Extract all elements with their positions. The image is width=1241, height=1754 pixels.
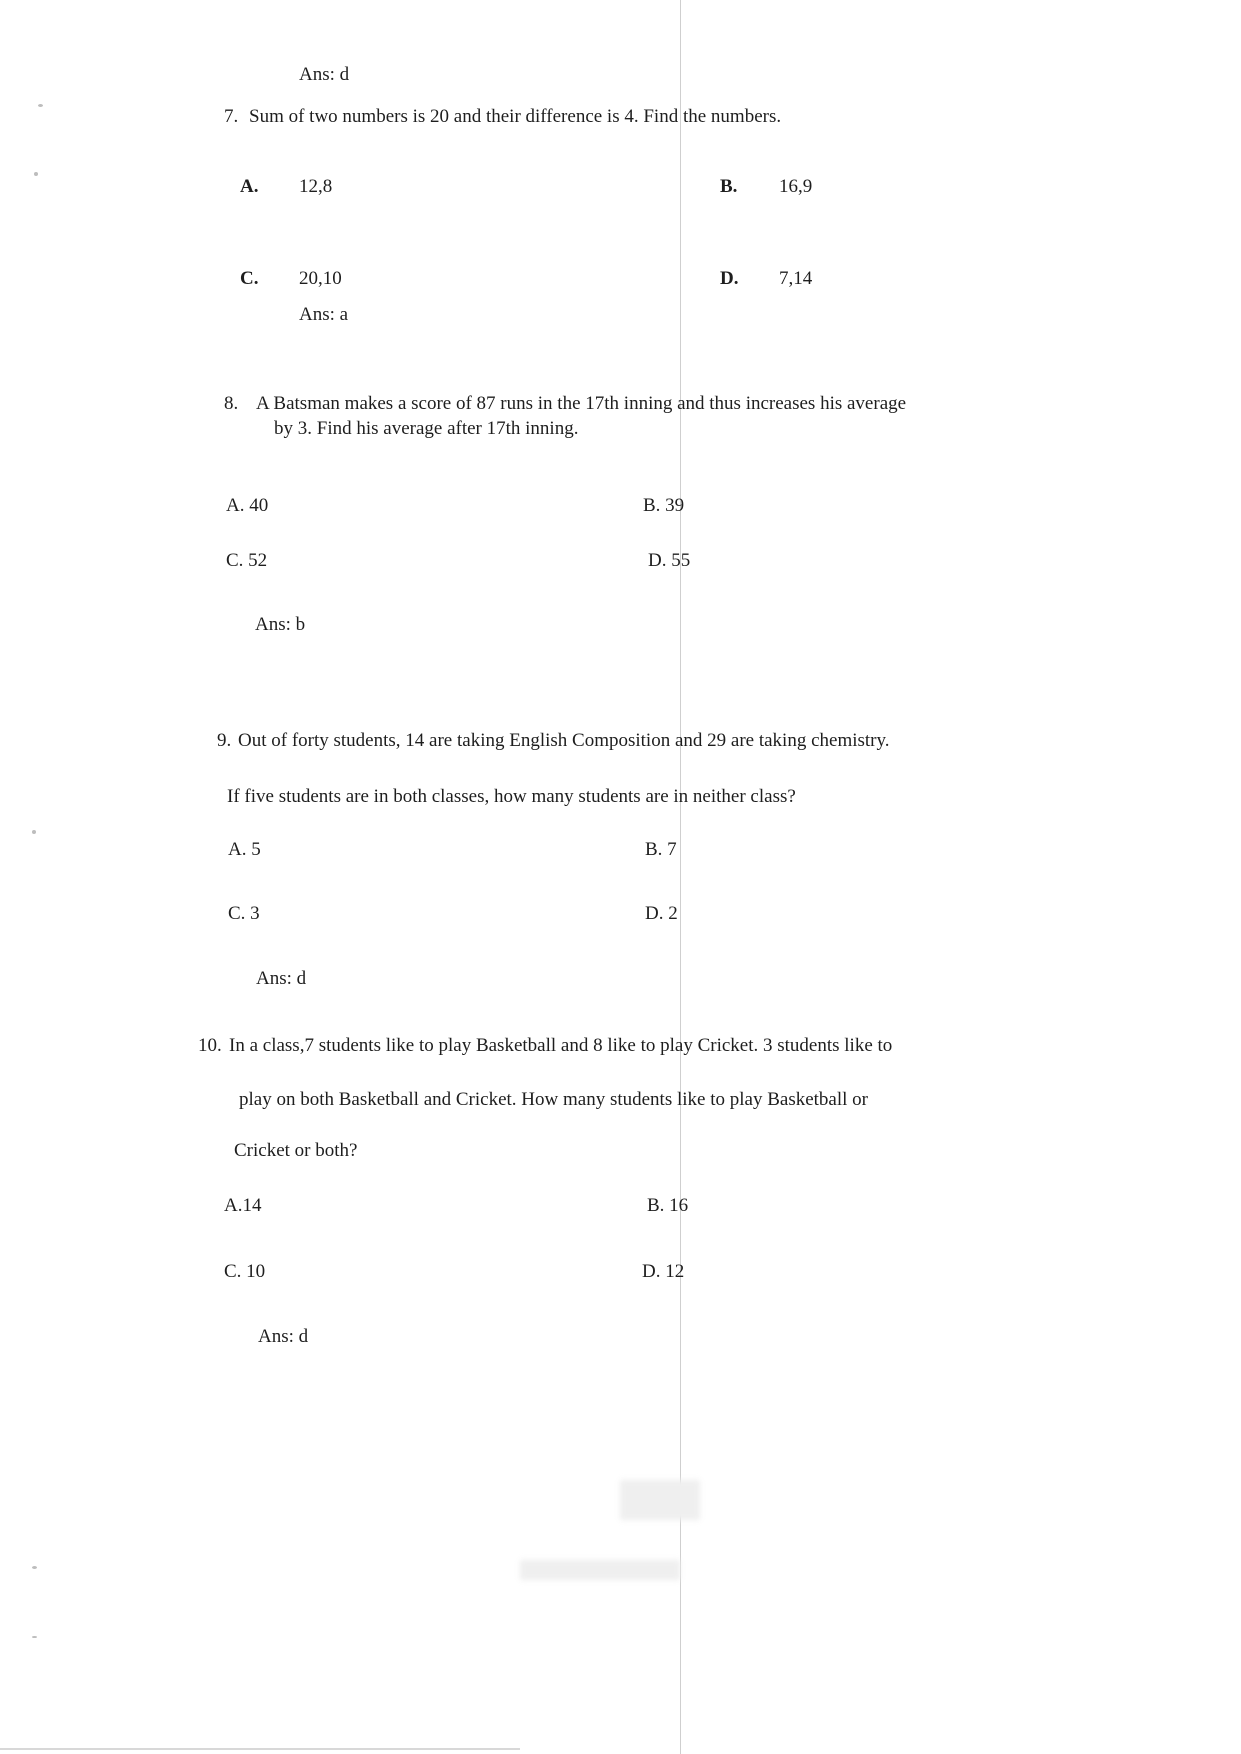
- question-9-number: 9.: [217, 730, 232, 751]
- question-7-text: Sum of two numbers is 20 and their difference is 4. Find the numbers.: [249, 106, 782, 127]
- question-10-option-a: A.14: [224, 1195, 262, 1216]
- question-8-option-b: B. 39: [643, 495, 685, 516]
- question-8-option-c: C. 52: [226, 550, 268, 571]
- question-8-text-line-2: by 3. Find his average after 17th inning.: [274, 418, 579, 439]
- question-10-answer: Ans: d: [258, 1326, 309, 1347]
- scan-smudge: [520, 1560, 680, 1580]
- question-7-number: 7.: [224, 106, 239, 127]
- question-9-option-d: D. 2: [645, 903, 678, 924]
- question-9-text-line-2: If five students are in both classes, how many students are in neither class?: [227, 786, 796, 807]
- question-10-option-b: B. 16: [647, 1195, 689, 1216]
- question-7-option-d-value: 7,14: [779, 268, 813, 289]
- question-8-number: 8.: [224, 393, 239, 414]
- previous-answer: Ans: d: [299, 64, 350, 85]
- scan-speck: [34, 172, 38, 176]
- question-10-text-line-2: play on both Basketball and Cricket. How many students like to play Basketball or: [239, 1089, 868, 1110]
- question-7-option-b-value: 16,9: [779, 176, 813, 197]
- question-7-answer: Ans: a: [299, 304, 349, 325]
- question-9-text-line-1: Out of forty students, 14 are taking English Composition and 29 are taking chemistry.: [238, 730, 890, 751]
- question-9-option-b: B. 7: [645, 839, 677, 860]
- question-9-answer: Ans: d: [256, 968, 307, 989]
- question-7-option-c-letter: C.: [240, 268, 259, 289]
- scan-speck: [38, 104, 43, 107]
- question-10-option-c: C. 10: [224, 1261, 266, 1282]
- scan-smudge: [620, 1480, 700, 1520]
- scan-speck: [32, 1636, 37, 1638]
- question-10-number: 10.: [198, 1035, 222, 1056]
- question-7-option-d-letter: D.: [720, 268, 739, 289]
- scan-speck: [32, 1566, 37, 1569]
- question-10-text-line-1: In a class,7 students like to play Basketball and 8 like to play Cricket. 3 students like to: [229, 1035, 893, 1056]
- question-8-option-d: D. 55: [648, 550, 691, 571]
- question-7-option-c-value: 20,10: [299, 268, 342, 289]
- question-7-option-a-value: 12,8: [299, 176, 333, 197]
- question-9-option-a: A. 5: [228, 839, 261, 860]
- question-10-option-d: D. 12: [642, 1261, 685, 1282]
- question-8-text-line-1: A Batsman makes a score of 87 runs in the 17th inning and thus increases his average: [256, 393, 907, 414]
- question-10-text-line-3: Cricket or both?: [234, 1140, 358, 1161]
- question-8-option-a: A. 40: [226, 495, 269, 516]
- question-7-option-a-letter: A.: [240, 176, 259, 197]
- question-7-option-b-letter: B.: [720, 176, 738, 197]
- page-bottom-edge: [0, 1748, 520, 1750]
- question-8-answer: Ans: b: [255, 614, 306, 635]
- question-9-option-c: C. 3: [228, 903, 260, 924]
- scan-speck: [32, 830, 36, 834]
